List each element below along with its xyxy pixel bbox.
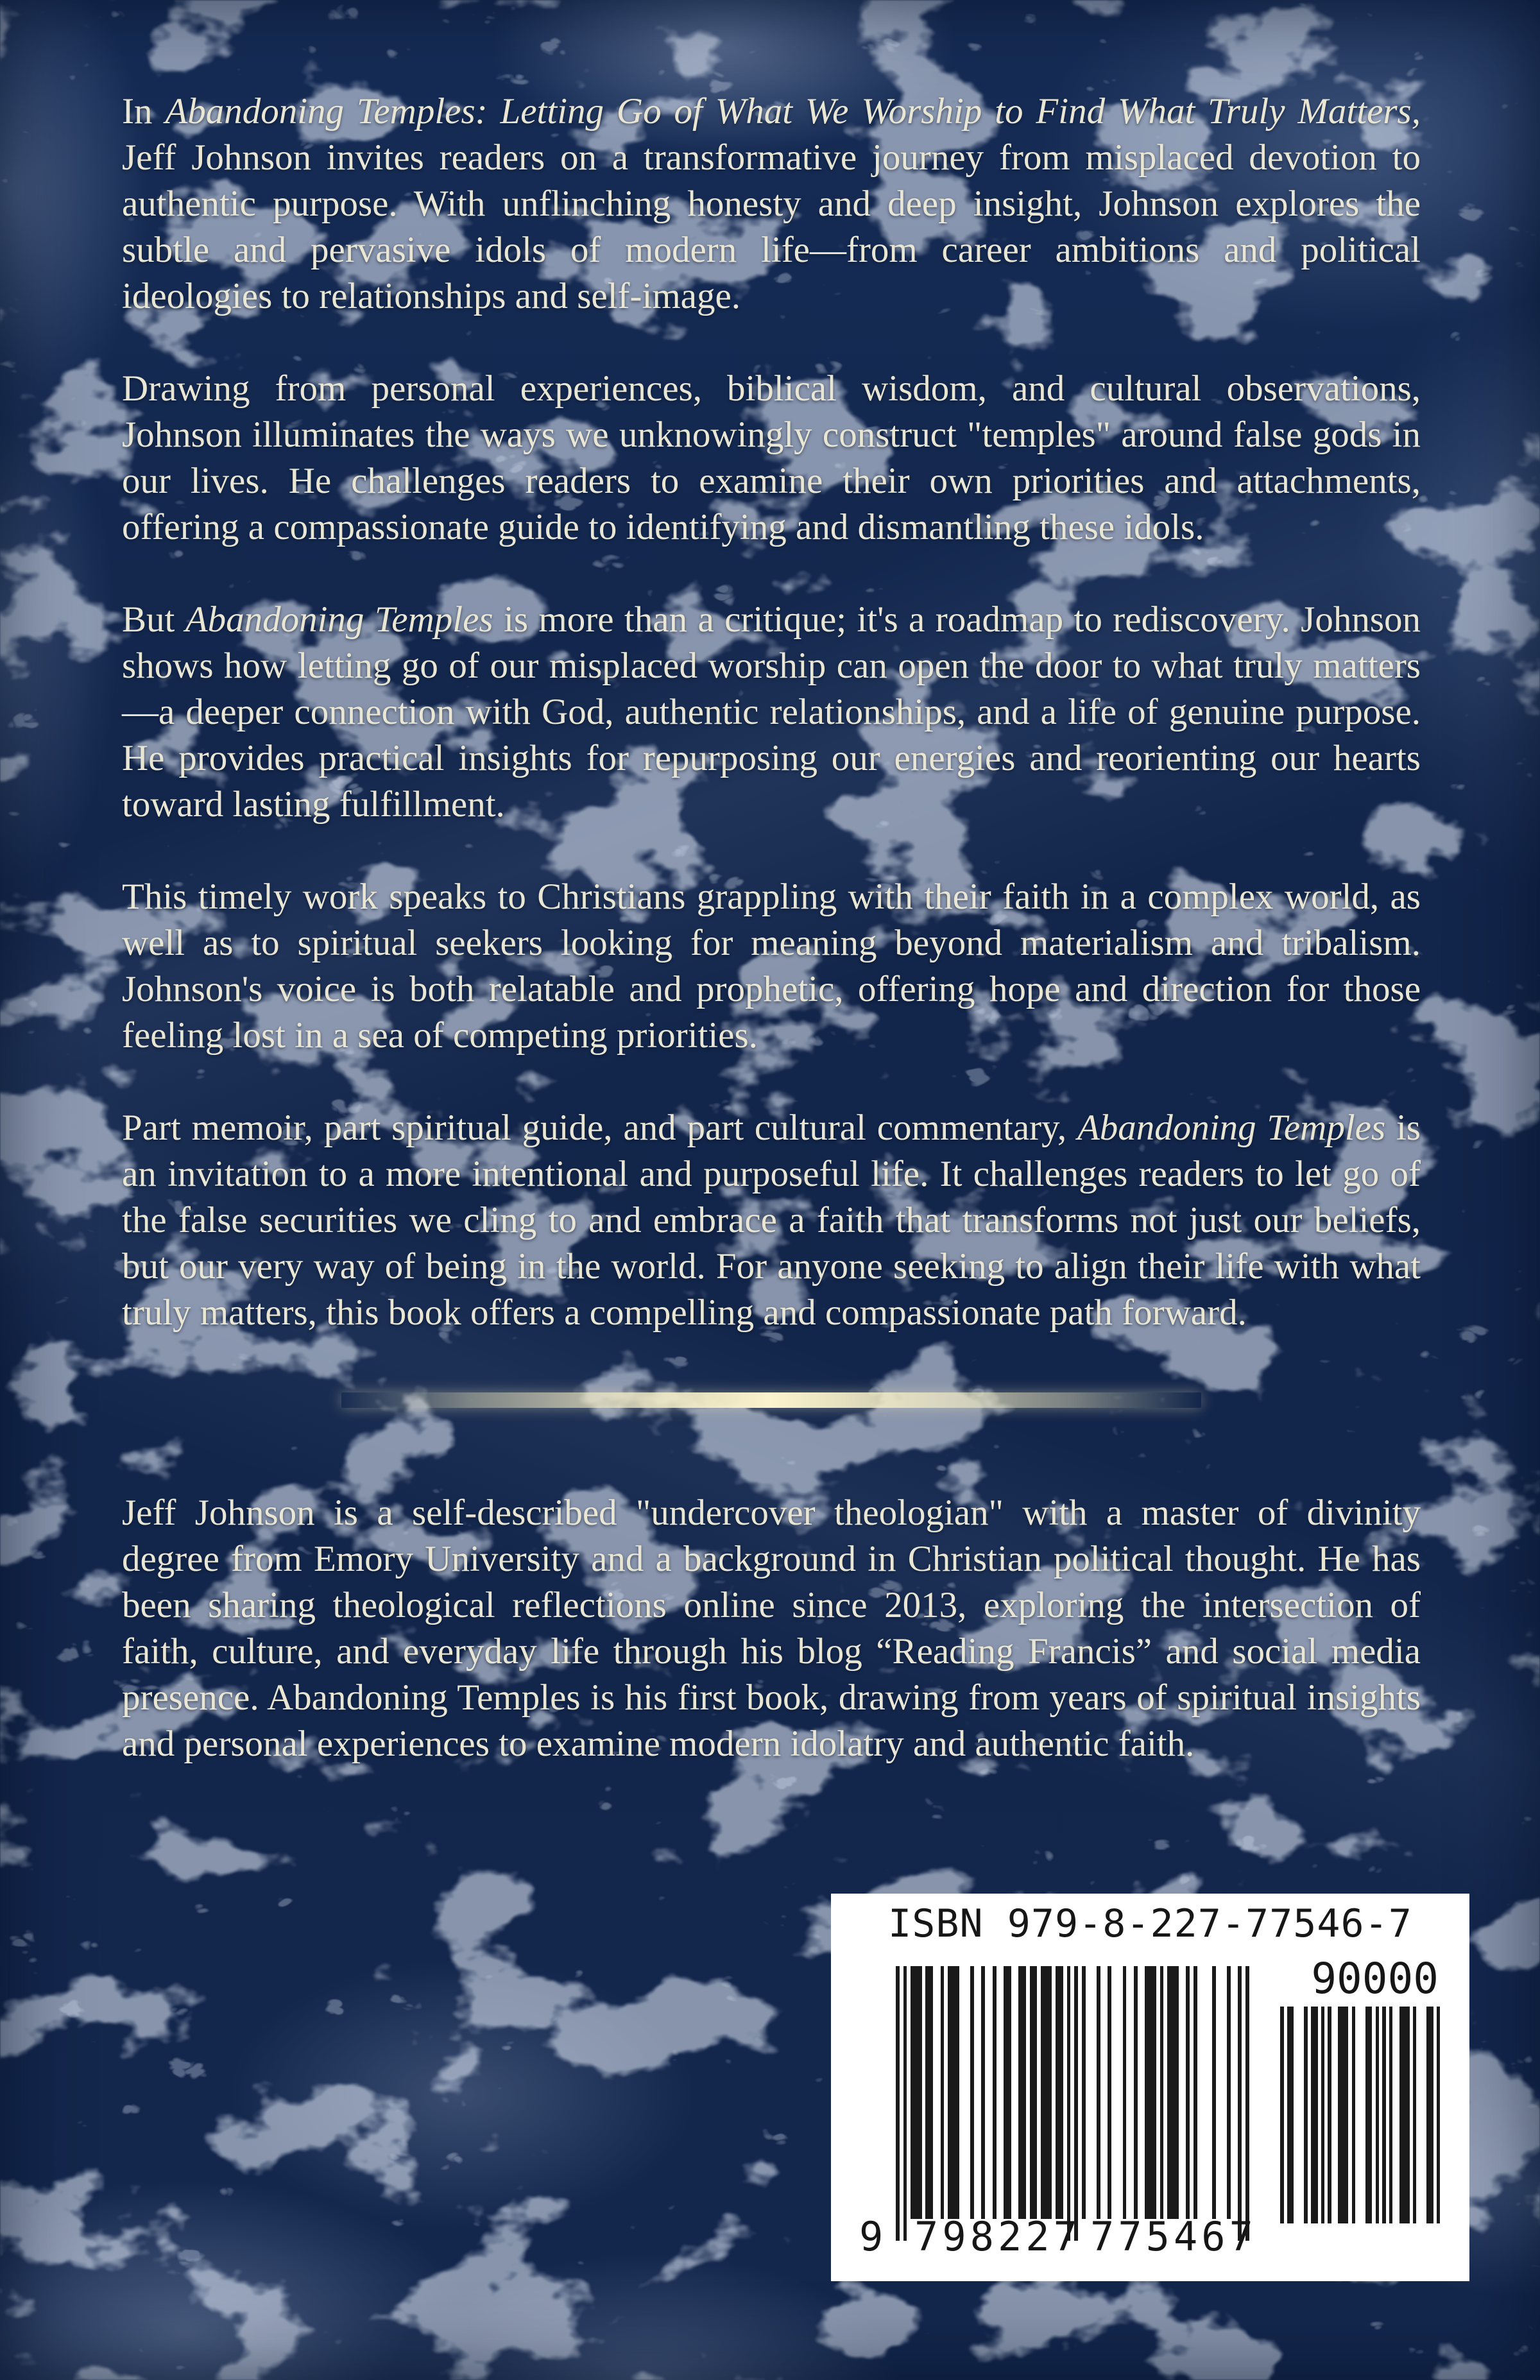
price-code-text: 90000 xyxy=(1311,1954,1439,2003)
barcode-digit-group1: 798227 xyxy=(914,2213,1081,2260)
synopsis-paragraph-1: In Abandoning Temples: Letting Go of What We Worship to Find What Truly Matters, Jeff Johnson invites readers on a transformative journey from misplaced devotion to authentic purpose. With unflinching honesty and deep insight, Johnson explores the subtle and pervasive idols of modern life—from career ambitions and political ideologies to relationships and self-image. xyxy=(122,91,1421,316)
back-cover-text xyxy=(122,89,1421,1767)
ean5-addon-barcode xyxy=(1277,2007,1440,2223)
barcode-panel xyxy=(831,1894,1469,2281)
synopsis-paragraph-2: Drawing from personal experiences, biblical wisdom, and cultural observations, Johnson illuminates the ways we unknowingly construct "temples" around false gods in our lives. He challenges readers to examine their own priorities and attachments, offering a compassionate guide to identifying and dismantling these idols. xyxy=(122,368,1421,547)
ean13-barcode xyxy=(896,1966,1249,2241)
barcode-digit-lead: 9 xyxy=(859,2213,884,2260)
barcode-digit-group2: 775467 xyxy=(1090,2213,1257,2260)
isbn-text: ISBN 979-8-227-77546-7 xyxy=(888,1901,1412,1946)
barcode-digits xyxy=(831,2213,1280,2268)
synopsis-paragraph-3: But Abandoning Temples is more than a critique; it's a roadmap to rediscovery. Johnson shows how letting go of our misplaced worship can open the door to what truly matters—a deeper connection with God, authentic relationships, and a life of genuine purpose. He provides practical insights for repurposing our energies and reorienting our hearts toward lasting fulfillment. xyxy=(122,599,1421,825)
gold-divider xyxy=(341,1392,1201,1408)
synopsis-paragraph-4: This timely work speaks to Christians grappling with their faith in a complex world, as well as to spiritual seekers looking for meaning beyond materialism and tribalism. Johnson's voice is both relatable and prophetic, offering hope and direction for those feeling lost in a sea of competing priorities. xyxy=(122,877,1421,1056)
author-bio: Jeff Johnson is a self-described "undercover theologian" with a master of divinity degree from Emory University and a background in Christian political thought. He has been sharing theological reflections online since 2013, exploring the intersection of faith, culture, and everyday life through his blog “Reading Francis” and social media presence. Abandoning Temples is his first book, drawing from years of spiritual insights and personal experiences to examine modern idolatry and authentic faith. xyxy=(122,1493,1421,1764)
synopsis-paragraph-5: Part memoir, part spiritual guide, and part cultural commentary, Abandoning Temples is an invitation to a more intentional and purposeful life. It challenges readers to let go of the false securities we cling to and embrace a faith that transforms not just our beliefs, but our very way of being in the world. For anyone seeking to align their life with what truly matters, this book offers a compelling and compassionate path forward. xyxy=(122,1108,1421,1333)
